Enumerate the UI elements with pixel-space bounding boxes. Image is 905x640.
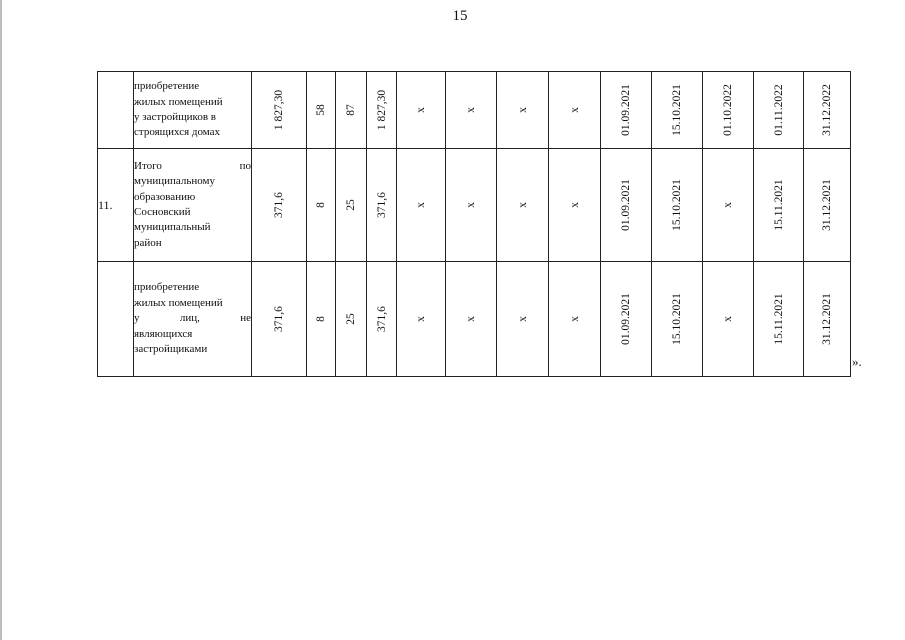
cell-area: 371,6 [367,149,397,262]
cell-date: 01.09.2021 [601,72,652,149]
cell-count-b: 25 [336,262,367,377]
cell-x: х [446,149,497,262]
cell-date: 15.10.2021 [652,262,703,377]
cell-area: 1 827,30 [367,72,397,149]
cell-x: х [703,149,754,262]
cell-date: 15.11.2021 [754,149,804,262]
cell-date: 15.10.2021 [652,72,703,149]
row-description: приобретение жилых помещений у застройщиков в строящихся домах [134,72,252,149]
cell-date: 01.09.2021 [601,149,652,262]
cell-x: х [446,72,497,149]
cell-count-a: 58 [307,72,336,149]
row-description: Итого по муниципальному образованию Сосновский муниципальный район [134,149,252,262]
cell-x: х [397,72,446,149]
page-number: 15 [452,8,468,24]
cell-x: х [703,262,754,377]
cell-date: 15.11.2021 [754,262,804,377]
cell-count-b: 25 [336,149,367,262]
cell-x: х [446,262,497,377]
cell-date: 31.12.2021 [804,149,851,262]
row-number: 11. [98,149,134,262]
row-number [98,72,134,149]
cell-date: 01.09.2021 [601,262,652,377]
cell-date: 31.12.2021 [804,262,851,377]
cell-date: 15.10.2021 [652,149,703,262]
row-description: приобретение жилых помещений у лиц, не являющихся застройщиками [134,262,252,377]
closing-quote-mark: ». [852,354,862,369]
table-row [98,149,851,262]
cell-count-b: 87 [336,72,367,149]
cell-date: 31.12.2022 [804,72,851,149]
cell-x: х [397,262,446,377]
cell-x: х [497,72,549,149]
cell-date: 01.10.2022 [703,72,754,149]
cell-count-a: 8 [307,262,336,377]
table-row [98,262,851,377]
cell-x: х [497,262,549,377]
cell-date: 01.11.2022 [754,72,804,149]
cell-total-cost: 371,6 [252,262,307,377]
cell-total-cost: 371,6 [252,149,307,262]
table-row [98,72,851,149]
cell-x: х [497,149,549,262]
row-number [98,262,134,377]
cell-count-a: 8 [307,149,336,262]
cell-area: 371,6 [367,262,397,377]
program-table [97,71,851,377]
cell-total-cost: 1 827,30 [252,72,307,149]
cell-x: х [397,149,446,262]
scan-left-edge [0,0,2,640]
cell-x: х [549,72,601,149]
cell-x: х [549,149,601,262]
cell-x: х [549,262,601,377]
